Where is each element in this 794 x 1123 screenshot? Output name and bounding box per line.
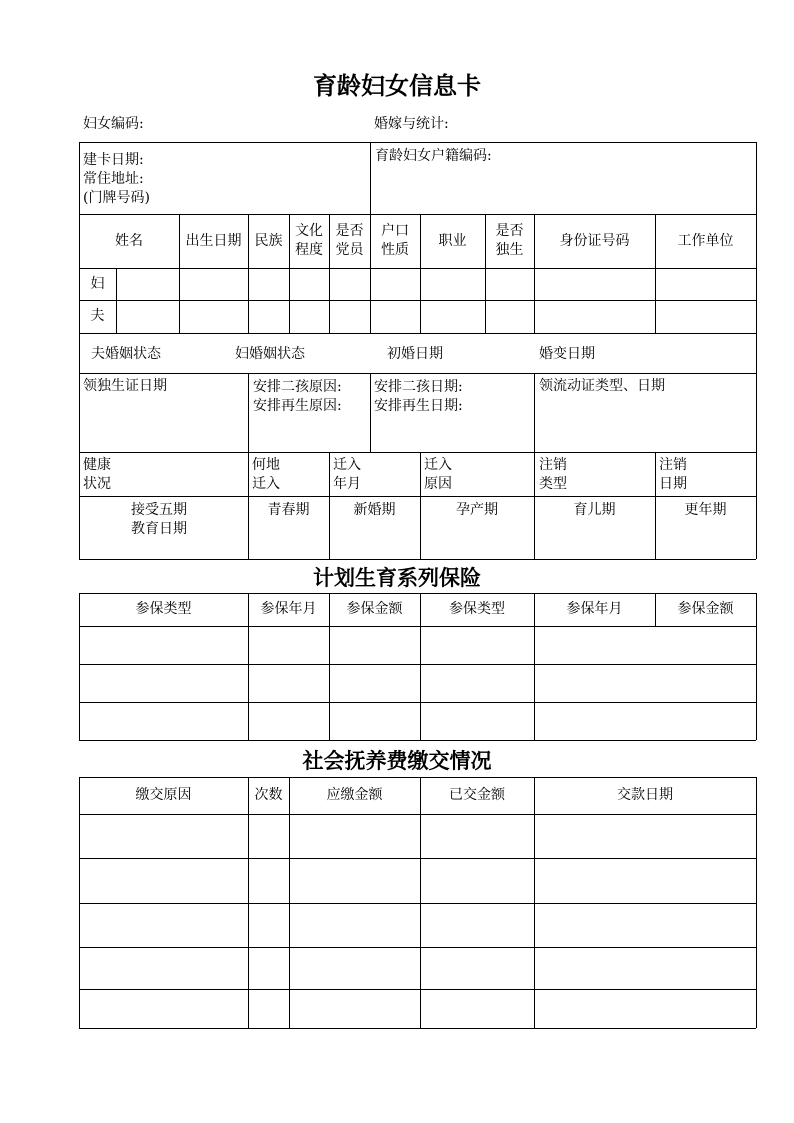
period-puberty: 青春期 bbox=[267, 501, 310, 518]
fees-section-title: 社会抚养费缴交情况 bbox=[302, 748, 492, 773]
husband-marital-status: 夫婚姻状态 bbox=[91, 346, 161, 362]
header-education: 文化 程度 bbox=[295, 223, 323, 258]
fees-header-reason: 缴交原因 bbox=[135, 787, 192, 803]
period-newlywed: 新婚期 bbox=[353, 501, 396, 518]
header-id-number: 身份证号码 bbox=[559, 232, 630, 249]
insurance-header-month-2: 参保年月 bbox=[566, 601, 623, 617]
header-ethnicity: 民族 bbox=[254, 232, 283, 249]
fees-header-payment-date: 交款日期 bbox=[617, 787, 673, 803]
insurance-header-month-1: 参保年月 bbox=[260, 601, 317, 617]
move-in-date: 迁入 年月 bbox=[333, 457, 361, 492]
card-date-label: 建卡日期: bbox=[83, 152, 144, 168]
insurance-section-title: 计划生育系列保险 bbox=[313, 565, 481, 590]
wife-marital-status: 妇婚姻状态 bbox=[235, 346, 305, 362]
header-name: 姓名 bbox=[115, 232, 143, 249]
period-pregnancy: 孕产期 bbox=[456, 501, 498, 518]
cancel-date: 注销 日期 bbox=[659, 457, 687, 492]
migrant-cert-type-date: 领流动证类型、日期 bbox=[539, 378, 665, 394]
health-status: 健康 状况 bbox=[83, 457, 111, 492]
household-code-label: 育龄妇女户籍编码: bbox=[375, 148, 492, 164]
period-childcare: 育儿期 bbox=[573, 501, 616, 518]
cancel-type: 注销 类型 bbox=[539, 457, 567, 492]
marriage-change-date: 婚变日期 bbox=[539, 346, 595, 362]
header-hukou-type: 户口 性质 bbox=[381, 223, 409, 258]
single-child-cert-date: 领独生证日期 bbox=[83, 378, 167, 394]
address-label: 常住地址: bbox=[83, 171, 144, 187]
fees-header-due-amount: 应缴金额 bbox=[326, 787, 383, 803]
second-child-date: 安排二孩日期: bbox=[374, 379, 463, 395]
first-marriage-date: 初婚日期 bbox=[387, 346, 443, 362]
remarry-date: 安排再生日期: bbox=[374, 398, 463, 414]
move-in-reason: 迁入 原因 bbox=[424, 457, 452, 492]
insurance-header-type-1: 参保类型 bbox=[135, 601, 192, 617]
period-menopause: 更年期 bbox=[684, 501, 727, 518]
header-birth-date: 出生日期 bbox=[185, 232, 242, 249]
fees-header-count: 次数 bbox=[254, 787, 283, 803]
page-title: 育龄妇女信息卡 bbox=[313, 71, 481, 100]
header-occupation: 职业 bbox=[438, 232, 467, 249]
fees-header-paid-amount: 已交金额 bbox=[449, 787, 505, 803]
row-label-husband: 夫 bbox=[90, 308, 105, 324]
woman-code-label: 妇女编码: bbox=[83, 116, 144, 132]
house-number-label: (门牌号码) bbox=[83, 190, 150, 206]
marriage-stat-label: 婚嫁与统计: bbox=[374, 116, 449, 132]
move-in-from: 何地 迁入 bbox=[252, 457, 280, 492]
five-period-education-label: 接受五期 教育日期 bbox=[131, 502, 187, 537]
remarry-reason: 安排再生原因: bbox=[253, 398, 342, 414]
insurance-header-amount-2: 参保金额 bbox=[677, 601, 734, 617]
header-only-child: 是否 独生 bbox=[495, 223, 524, 258]
insurance-header-type-2: 参保类型 bbox=[449, 601, 505, 617]
row-label-wife: 妇 bbox=[90, 275, 105, 292]
header-party-member: 是否 党员 bbox=[335, 223, 364, 258]
header-employer: 工作单位 bbox=[677, 232, 734, 249]
insurance-header-amount-1: 参保金额 bbox=[346, 601, 403, 617]
second-child-reason: 安排二孩原因: bbox=[253, 379, 342, 395]
